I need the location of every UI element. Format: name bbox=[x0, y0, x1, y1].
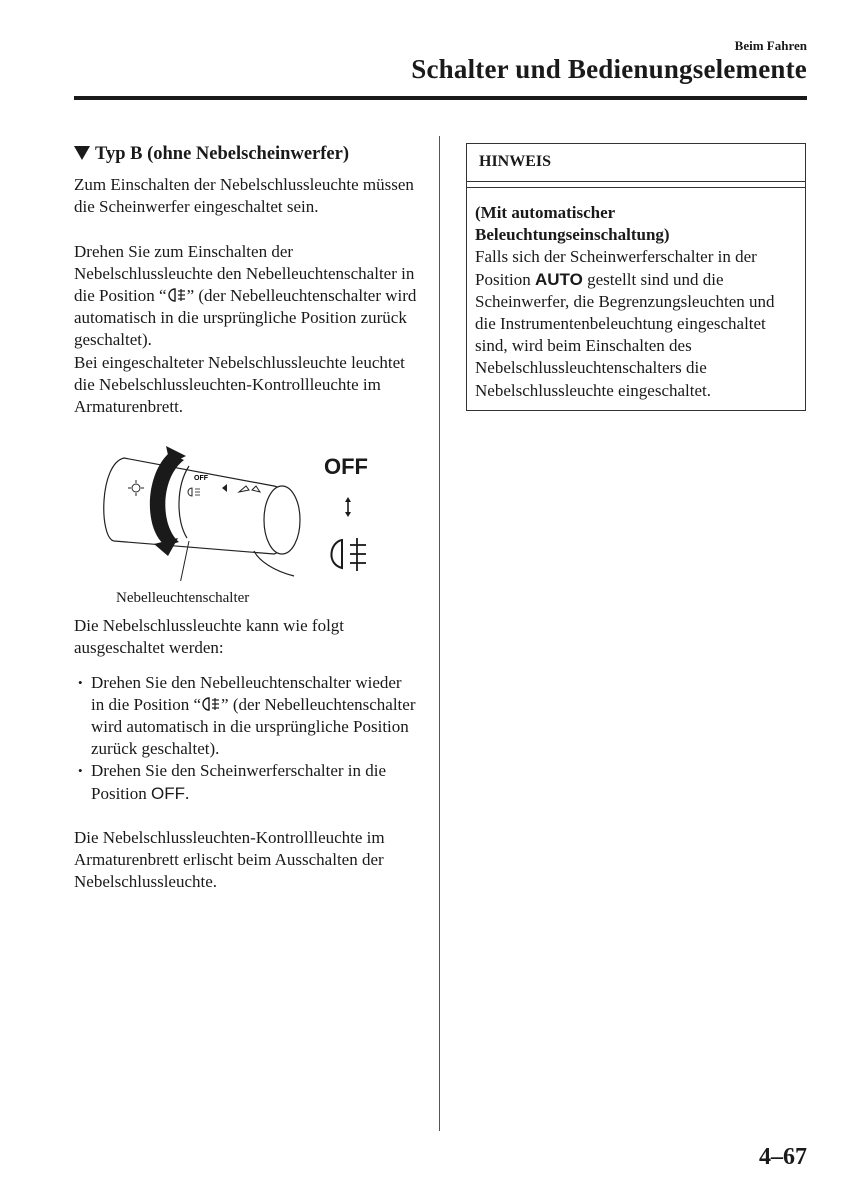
note-body bbox=[467, 187, 805, 410]
note-text-b: gestellt sind und die Scheinwerfer, die Begrenzungsleuchten und die Instrumentenbeleuchtung eingeschaltet sind, wird beim Einschalten des Nebelschlussleuchtenschalters die Nebelschlussleuchte eingeschaltet. bbox=[475, 269, 775, 400]
figure-caption: Nebelleuchtenschalter bbox=[116, 590, 250, 607]
off-label: OFF bbox=[324, 454, 368, 480]
bullet-2-off: OFF bbox=[151, 783, 185, 803]
up-down-arrow-icon bbox=[345, 497, 351, 517]
column-divider bbox=[439, 136, 440, 1131]
paragraph-2 bbox=[74, 241, 419, 352]
bullet-1-text-b: ” (der Nebelleuchtenschalter wird automatisch in die ursprüngliche Position zurück geschaltet). bbox=[91, 694, 416, 759]
rear-fog-lamp-icon bbox=[201, 696, 221, 712]
bullet-2-text-a: Drehen Sie den Scheinwerferschalter in die Position bbox=[91, 761, 387, 803]
page-title: Schalter und Bedienungselemente bbox=[411, 54, 807, 84]
header-rule bbox=[74, 96, 807, 100]
switch-off-label: OFF bbox=[194, 475, 208, 483]
paragraph-4: Die Nebelschlussleuchte kann wie folgt ausgeschaltet werden: bbox=[74, 616, 345, 658]
note-subtitle: (Mit automatischer Beleuchtungseinschaltung) bbox=[475, 203, 670, 245]
paragraph-5: Die Nebelschlussleuchten-Kontrollleuchte im Armaturenbrett erlischt beim Ausschalten der Nebelschlussleuchte. bbox=[74, 827, 385, 892]
paragraph-1: Zum Einschalten der Nebelschlussleuchte müssen die Scheinwerfer eingeschaltet sein. bbox=[74, 175, 414, 217]
section-heading-text: Typ B (ohne Nebelscheinwerfer) bbox=[95, 144, 349, 164]
switch-figure bbox=[74, 446, 419, 611]
rear-fog-lamp-large-icon bbox=[331, 538, 366, 571]
section-label: Beim Fahren bbox=[734, 38, 807, 53]
rear-fog-lamp-icon bbox=[167, 287, 187, 303]
note-text bbox=[475, 246, 797, 401]
page-number: 4–67 bbox=[759, 1144, 807, 1170]
paragraph-2-text-b: ” (der Nebelleuchtenschalter wird automatisch in die ursprüngliche Position zurück geschaltet). bbox=[74, 286, 417, 350]
note-title: HINWEIS bbox=[467, 144, 805, 182]
triangle-bullet-icon bbox=[74, 146, 90, 160]
list-item bbox=[74, 672, 419, 761]
note-text-a: Falls sich der Scheinwerferschalter in der Position bbox=[475, 247, 757, 289]
bullet-list bbox=[74, 672, 419, 805]
section-heading bbox=[74, 143, 419, 165]
left-column bbox=[74, 143, 419, 893]
note-box bbox=[466, 143, 806, 411]
note-auto: AUTO bbox=[535, 269, 583, 289]
list-item bbox=[74, 760, 419, 804]
bullet-1-text-a: Drehen Sie den Nebelleuchtenschalter wieder in die Position “ bbox=[91, 672, 402, 714]
paragraph-2-text-a: Drehen Sie zum Einschalten der Nebelschlussleuchte den Nebelleuchtenschalter in die Position “ bbox=[74, 241, 415, 306]
paragraph-3: Bei eingeschalteter Nebelschlussleuchte leuchtet die Nebelschlussleuchten-Kontrollleuchte im Armaturenbrett. bbox=[74, 352, 405, 417]
bullet-2-text-b: . bbox=[185, 783, 190, 803]
